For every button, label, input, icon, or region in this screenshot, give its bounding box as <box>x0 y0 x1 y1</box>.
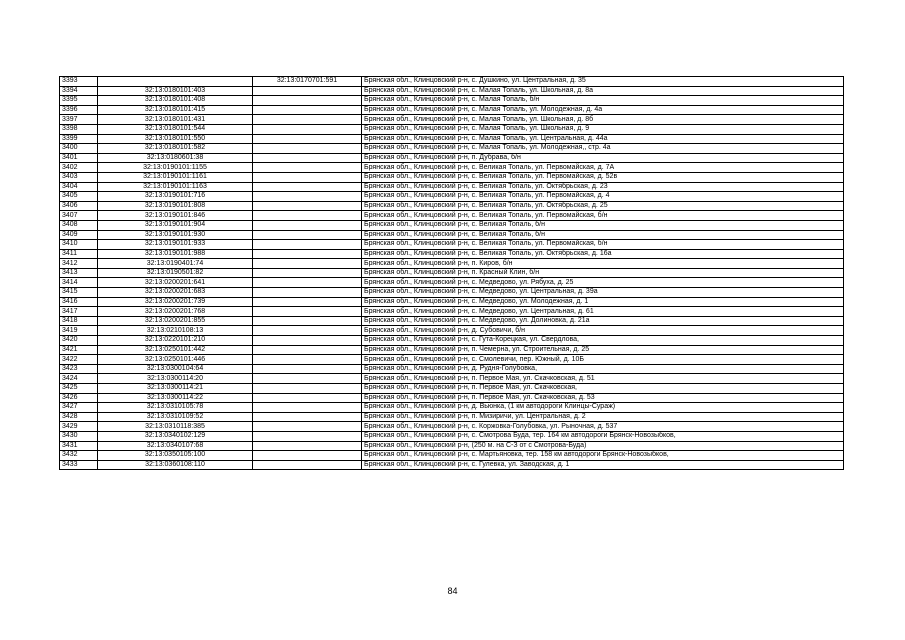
cadastral-number-cell: 32:13:0310109:52 <box>98 412 253 422</box>
address-cell: Брянская обл., Клинцовский р-н, с. Малая Топаль, ул. Молодежная, д. 4а <box>362 105 844 115</box>
row-number-cell: 3430 <box>60 431 98 441</box>
row-number-cell: 3424 <box>60 374 98 384</box>
table-row <box>60 163 844 173</box>
row-number-cell: 3408 <box>60 220 98 230</box>
secondary-cadastral-number-cell <box>253 393 362 403</box>
address-cell: Брянская обл., Клинцовский р-н, с. Смолевичи, пер. Южный, д. 10Б <box>362 355 844 365</box>
row-number-cell: 3413 <box>60 268 98 278</box>
row-number-cell: 3421 <box>60 345 98 355</box>
row-number-cell: 3431 <box>60 441 98 451</box>
row-number-cell: 3399 <box>60 134 98 144</box>
cadastral-number-cell: 32:13:0190101:1161 <box>98 172 253 182</box>
secondary-cadastral-number-cell <box>253 144 362 154</box>
cadastral-number-cell: 32:13:0180601:38 <box>98 153 253 163</box>
table-row <box>60 201 844 211</box>
secondary-cadastral-number-cell <box>253 115 362 125</box>
row-number-cell: 3398 <box>60 124 98 134</box>
address-cell: Брянская обл., Клинцовский р-н, д. Вьюнка, (1 км автодороги Клинцы-Сураж) <box>362 403 844 413</box>
address-cell: Брянская обл., Клинцовский р-н, с. Малая Топаль, ул. Школьная, д. 8б <box>362 115 844 125</box>
cadastral-number-cell: 32:13:0190101:1155 <box>98 163 253 173</box>
secondary-cadastral-number-cell <box>253 134 362 144</box>
secondary-cadastral-number-cell <box>253 422 362 432</box>
cadastral-number-cell: 32:13:0310105:78 <box>98 403 253 413</box>
cadastral-number-cell: 32:13:0180101:582 <box>98 144 253 154</box>
secondary-cadastral-number-cell <box>253 172 362 182</box>
address-cell: Брянская обл., Клинцовский р-н, с. Великая Топаль, ул. Первомайская, б/н <box>362 211 844 221</box>
table-row <box>60 249 844 259</box>
table-row <box>60 278 844 288</box>
address-cell: Брянская обл., Клинцовский р-н, п. Мизиричи, ул. Центральная, д. 2 <box>362 412 844 422</box>
address-cell: Брянская обл., Клинцовский р-н, п. Чемерна, ул. Строительная, д. 25 <box>362 345 844 355</box>
secondary-cadastral-number-cell <box>253 192 362 202</box>
address-cell: Брянская обл., Клинцовский р-н, п. Первое Мая, ул. Скачковская, <box>362 384 844 394</box>
row-number-cell: 3397 <box>60 115 98 125</box>
secondary-cadastral-number-cell <box>253 124 362 134</box>
table-row <box>60 393 844 403</box>
row-number-cell: 3416 <box>60 297 98 307</box>
address-cell: Брянская обл., Клинцовский р-н, п. Красный Клин, б/н <box>362 268 844 278</box>
table-row <box>60 96 844 106</box>
row-number-cell: 3418 <box>60 316 98 326</box>
row-number-cell: 3411 <box>60 249 98 259</box>
table-row <box>60 441 844 451</box>
row-number-cell: 3415 <box>60 288 98 298</box>
cadastral-number-cell <box>98 77 253 87</box>
secondary-cadastral-number-cell <box>253 355 362 365</box>
secondary-cadastral-number-cell <box>253 460 362 470</box>
secondary-cadastral-number-cell <box>253 182 362 192</box>
cadastral-number-cell: 32:13:0340102:129 <box>98 431 253 441</box>
secondary-cadastral-number-cell <box>253 230 362 240</box>
secondary-cadastral-number-cell <box>253 211 362 221</box>
table-row <box>60 259 844 269</box>
table-row <box>60 153 844 163</box>
cadastral-number-cell: 32:13:0200201:683 <box>98 288 253 298</box>
row-number-cell: 3410 <box>60 240 98 250</box>
cadastral-number-cell: 32:13:0190401:74 <box>98 259 253 269</box>
address-cell: Брянская обл., Клинцовский р-н, д. Рудня-Голубовка, <box>362 364 844 374</box>
address-cell: Брянская обл., Клинцовский р-н, с. Медведово, ул. Рябуха, д. 25 <box>362 278 844 288</box>
cadastral-number-cell: 32:13:0250101:442 <box>98 345 253 355</box>
table-row <box>60 86 844 96</box>
cadastral-number-cell: 32:13:0190101:808 <box>98 201 253 211</box>
cadastral-number-cell: 32:13:0190101:904 <box>98 220 253 230</box>
address-cell: Брянская обл., Клинцовский р-н, с. Великая Топаль, б/н <box>362 230 844 240</box>
row-number-cell: 3401 <box>60 153 98 163</box>
cadastral-number-cell: 32:13:0310118:385 <box>98 422 253 432</box>
cadastral-number-cell: 32:13:0300114:22 <box>98 393 253 403</box>
cadastral-number-cell: 32:13:0180101:431 <box>98 115 253 125</box>
row-number-cell: 3417 <box>60 307 98 317</box>
page-number: 84 <box>447 586 458 596</box>
secondary-cadastral-number-cell <box>253 249 362 259</box>
secondary-cadastral-number-cell <box>253 153 362 163</box>
secondary-cadastral-number-cell <box>253 220 362 230</box>
row-number-cell: 3402 <box>60 163 98 173</box>
cadastral-number-cell: 32:13:0180101:415 <box>98 105 253 115</box>
table-row <box>60 220 844 230</box>
address-cell: Брянская обл., Клинцовский р-н, с. Гута-Корецкая, ул. Свердлова, <box>362 336 844 346</box>
cadastral-number-cell: 32:13:0190101:1163 <box>98 182 253 192</box>
cadastral-number-cell: 32:13:0300114:20 <box>98 374 253 384</box>
table-row <box>60 326 844 336</box>
table-row <box>60 345 844 355</box>
address-cell: Брянская обл., Клинцовский р-н, с. Великая Топаль, ул. Первомайская, д. 52в <box>362 172 844 182</box>
secondary-cadastral-number-cell <box>253 297 362 307</box>
cadastral-number-cell: 32:13:0190101:930 <box>98 230 253 240</box>
address-cell: Брянская обл., Клинцовский р-н, с. Коржовка-Голубовка, ул. Рыночная, д. 537 <box>362 422 844 432</box>
cadastral-number-cell: 32:13:0190101:846 <box>98 211 253 221</box>
row-number-cell: 3395 <box>60 96 98 106</box>
row-number-cell: 3433 <box>60 460 98 470</box>
secondary-cadastral-number-cell <box>253 336 362 346</box>
table-row <box>60 230 844 240</box>
row-number-cell: 3409 <box>60 230 98 240</box>
row-number-cell: 3403 <box>60 172 98 182</box>
address-cell: Брянская обл., Клинцовский р-н, с. Малая Топаль, б/н <box>362 96 844 106</box>
table-row <box>60 451 844 461</box>
address-cell: Брянская обл., Клинцовский р-н, п. Первое Мая, ул. Скачковская, д. 53 <box>362 393 844 403</box>
table-row <box>60 412 844 422</box>
row-number-cell: 3414 <box>60 278 98 288</box>
land-register-table <box>59 76 844 470</box>
table-row <box>60 240 844 250</box>
row-number-cell: 3412 <box>60 259 98 269</box>
address-cell: Брянская обл., Клинцовский р-н, с. Мартьяновка, тер. 158 км автодороги Брянск-Новозыбков, <box>362 451 844 461</box>
address-cell: Брянская обл., Клинцовский р-н, с. Великая Топаль, ул. Октябрьская, д. 23 <box>362 182 844 192</box>
row-number-cell: 3405 <box>60 192 98 202</box>
row-number-cell: 3407 <box>60 211 98 221</box>
secondary-cadastral-number-cell <box>253 105 362 115</box>
cadastral-number-cell: 32:13:0190101:988 <box>98 249 253 259</box>
row-number-cell: 3404 <box>60 182 98 192</box>
table-row <box>60 336 844 346</box>
secondary-cadastral-number-cell <box>253 278 362 288</box>
table-row <box>60 268 844 278</box>
cadastral-number-cell: 32:13:0180101:550 <box>98 134 253 144</box>
secondary-cadastral-number-cell <box>253 345 362 355</box>
row-number-cell: 3426 <box>60 393 98 403</box>
secondary-cadastral-number-cell <box>253 374 362 384</box>
address-cell: Брянская обл., Клинцовский р-н, с. Малая Топаль, ул. Молодежная,, стр. 4а <box>362 144 844 154</box>
secondary-cadastral-number-cell <box>253 326 362 336</box>
row-number-cell: 3423 <box>60 364 98 374</box>
table-row <box>60 172 844 182</box>
row-number-cell: 3400 <box>60 144 98 154</box>
row-number-cell: 3422 <box>60 355 98 365</box>
table-body <box>60 77 844 470</box>
cadastral-number-cell: 32:13:0190501:82 <box>98 268 253 278</box>
address-cell: Брянская обл., Клинцовский р-н, с. Великая Топаль, ул. Первомайская, д. 4 <box>362 192 844 202</box>
address-cell: Брянская обл., Клинцовский р-н, п. Дубрава, б/н <box>362 153 844 163</box>
table-row <box>60 134 844 144</box>
secondary-cadastral-number-cell: 32:13:0170701:591 <box>253 77 362 87</box>
address-cell: Брянская обл., Клинцовский р-н, с. Малая Топаль, ул. Школьная, д. 9 <box>362 124 844 134</box>
cadastral-number-cell: 32:13:0190101:933 <box>98 240 253 250</box>
address-cell: Брянская обл., Клинцовский р-н, с. Великая Топаль, ул. Первомайская, б/н <box>362 240 844 250</box>
table-row <box>60 374 844 384</box>
table-row <box>60 460 844 470</box>
address-cell: Брянская обл., Клинцовский р-н, с. Медведово, ул. Долиновка, д. 21а <box>362 316 844 326</box>
table-row <box>60 364 844 374</box>
table-row <box>60 182 844 192</box>
secondary-cadastral-number-cell <box>253 268 362 278</box>
cadastral-number-cell: 32:13:0340107:68 <box>98 441 253 451</box>
secondary-cadastral-number-cell <box>253 288 362 298</box>
row-number-cell: 3396 <box>60 105 98 115</box>
row-number-cell: 3394 <box>60 86 98 96</box>
secondary-cadastral-number-cell <box>253 364 362 374</box>
cadastral-number-cell: 32:13:0200201:855 <box>98 316 253 326</box>
secondary-cadastral-number-cell <box>253 201 362 211</box>
address-cell: Брянская обл., Клинцовский р-н, с. Великая Топаль, б/н <box>362 220 844 230</box>
address-cell: Брянская обл., Клинцовский р-н, п. Киров, б/н <box>362 259 844 269</box>
secondary-cadastral-number-cell <box>253 307 362 317</box>
table-row <box>60 77 844 87</box>
address-cell: Брянская обл., Клинцовский р-н, с. Малая Топаль, ул. Центральная, д. 44а <box>362 134 844 144</box>
address-cell: Брянская обл., Клинцовский р-н, с. Великая Топаль, ул. Октябрьская, д. 25 <box>362 201 844 211</box>
address-cell: Брянская обл., Клинцовский р-н, с. Душкино, ул. Центральная, д. 35 <box>362 77 844 87</box>
cadastral-number-cell: 32:13:0210108:13 <box>98 326 253 336</box>
cadastral-number-cell: 32:13:0300114:21 <box>98 384 253 394</box>
cadastral-number-cell: 32:13:0180101:403 <box>98 86 253 96</box>
secondary-cadastral-number-cell <box>253 316 362 326</box>
address-cell: Брянская обл., Клинцовский р-н, с. Медведово, ул. Центральная, д. 39а <box>362 288 844 298</box>
cadastral-number-cell: 32:13:0220101:210 <box>98 336 253 346</box>
row-number-cell: 3432 <box>60 451 98 461</box>
table-row <box>60 422 844 432</box>
cadastral-number-cell: 32:13:0200201:641 <box>98 278 253 288</box>
table-row <box>60 307 844 317</box>
address-cell: Брянская обл., Клинцовский р-н, с. Смотрова Буда, тер. 164 км автодороги Брянск-Новозыбков, <box>362 431 844 441</box>
cadastral-number-cell: 32:13:0180101:408 <box>98 96 253 106</box>
secondary-cadastral-number-cell <box>253 441 362 451</box>
secondary-cadastral-number-cell <box>253 240 362 250</box>
address-cell: Брянская обл., Клинцовский р-н, с. Медведово, ул. Молодежная, д. 1 <box>362 297 844 307</box>
table-row <box>60 144 844 154</box>
row-number-cell: 3427 <box>60 403 98 413</box>
cadastral-number-cell: 32:13:0180101:544 <box>98 124 253 134</box>
secondary-cadastral-number-cell <box>253 86 362 96</box>
row-number-cell: 3428 <box>60 412 98 422</box>
secondary-cadastral-number-cell <box>253 163 362 173</box>
secondary-cadastral-number-cell <box>253 412 362 422</box>
table-row <box>60 124 844 134</box>
cadastral-number-cell: 32:13:0360108:110 <box>98 460 253 470</box>
secondary-cadastral-number-cell <box>253 431 362 441</box>
table-row <box>60 115 844 125</box>
table-row <box>60 403 844 413</box>
address-cell: Брянская обл., Клинцовский р-н, (250 м. на С-З от с Смотрова-Буда) <box>362 441 844 451</box>
secondary-cadastral-number-cell <box>253 384 362 394</box>
table-row <box>60 288 844 298</box>
table-row <box>60 297 844 307</box>
secondary-cadastral-number-cell <box>253 96 362 106</box>
table-row <box>60 105 844 115</box>
cadastral-number-cell: 32:13:0190101:716 <box>98 192 253 202</box>
row-number-cell: 3425 <box>60 384 98 394</box>
address-cell: Брянская обл., Клинцовский р-н, с. Великая Топаль, ул. Первомайская, д. 7А <box>362 163 844 173</box>
address-cell: Брянская обл., Клинцовский р-н, д. Субовичи, б/н <box>362 326 844 336</box>
address-cell: Брянская обл., Клинцовский р-н, с. Медведово, ул. Центральная, д. 61 <box>362 307 844 317</box>
table-row <box>60 316 844 326</box>
table-row <box>60 355 844 365</box>
address-cell: Брянская обл., Клинцовский р-н, с. Малая Топаль, ул. Школьная, д. 8а <box>362 86 844 96</box>
address-cell: Брянская обл., Клинцовский р-н, с. Гулевка, ул. Заводская, д. 1 <box>362 460 844 470</box>
table-row <box>60 384 844 394</box>
cadastral-number-cell: 32:13:0250101:446 <box>98 355 253 365</box>
cadastral-number-cell: 32:13:0350105:100 <box>98 451 253 461</box>
table-row <box>60 431 844 441</box>
secondary-cadastral-number-cell <box>253 403 362 413</box>
row-number-cell: 3419 <box>60 326 98 336</box>
cadastral-number-cell: 32:13:0300104:64 <box>98 364 253 374</box>
row-number-cell: 3429 <box>60 422 98 432</box>
table-row <box>60 211 844 221</box>
address-cell: Брянская обл., Клинцовский р-н, п. Первое Мая, ул. Скачковская, д. 51 <box>362 374 844 384</box>
row-number-cell: 3420 <box>60 336 98 346</box>
cadastral-number-cell: 32:13:0200201:739 <box>98 297 253 307</box>
secondary-cadastral-number-cell <box>253 451 362 461</box>
secondary-cadastral-number-cell <box>253 259 362 269</box>
table-row <box>60 192 844 202</box>
row-number-cell: 3406 <box>60 201 98 211</box>
address-cell: Брянская обл., Клинцовский р-н, с. Великая Топаль, ул. Октябрьская, д. 16а <box>362 249 844 259</box>
row-number-cell: 3393 <box>60 77 98 87</box>
cadastral-number-cell: 32:13:0200201:768 <box>98 307 253 317</box>
